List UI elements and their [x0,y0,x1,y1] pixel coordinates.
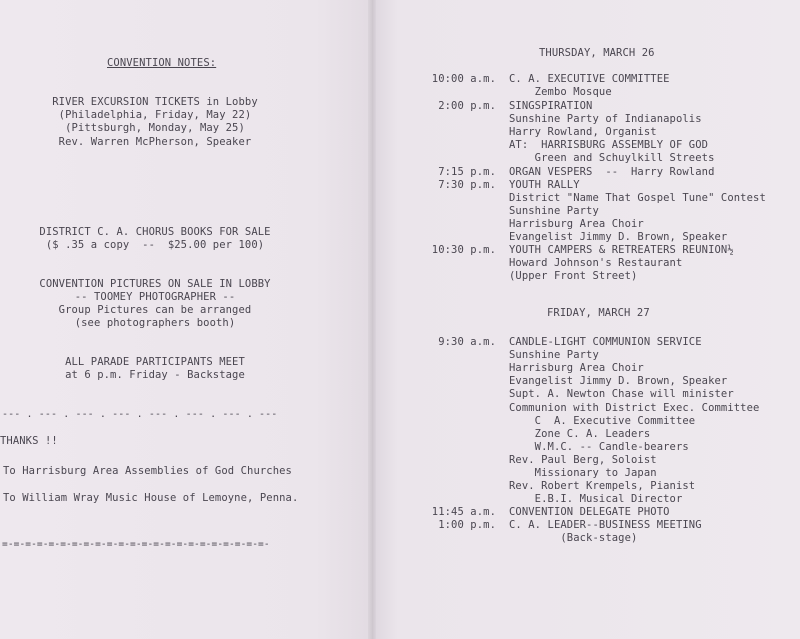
left-page [0,0,372,639]
schedule-event-title: C. A. LEADER--BUSINESS MEETING [509,519,702,531]
schedule-event-detail: (Upper Front Street) [509,270,638,283]
right-page [372,0,800,639]
friday-heading: FRIDAY, MARCH 27 [547,307,650,319]
pictures-line-2: -- TOOMEY PHOTOGRAPHER -- [74,291,236,303]
page-gutter [368,0,376,639]
schedule-event-detail: Zembo Mosque [509,86,612,99]
schedule-event-detail: Evangelist Jimmy D. Brown, Speaker [509,375,728,388]
schedule-event-detail: (Back-stage) [509,532,638,545]
schedule-event-title: C. A. EXECUTIVE COMMITTEE [509,73,670,85]
schedule-event-detail: Supt. A. Newton Chase will minister [509,388,734,401]
schedule-event-title: ORGAN VESPERS -- Harry Rowland [509,166,715,178]
schedule-event-detail: Harry Rowland, Organist [509,126,657,139]
schedule-event-detail: Sunshine Party [509,349,599,362]
schedule-event-detail: Harrisburg Area Choir [509,218,644,231]
divider-equals: =-=-=-=-=-=-=-=-=-=-=-=-=-=-=-=-=-=-=-=-=-=-=- [2,539,270,550]
thanks-item-1: To Harrisburg Area Assemblies of God Churches [3,465,292,477]
excursion-line-1: RIVER EXCURSION TICKETS in Lobby [52,96,258,108]
pictures-line-4: (see photographers booth) [74,317,236,329]
schedule-event-detail: Rev. Robert Krempels, Pianist [509,480,696,493]
schedule-event-detail: Missionary to Japan [509,467,657,479]
thursday-heading: THURSDAY, MARCH 26 [539,47,655,59]
schedule-event-detail: AT: HARRISBURG ASSEMBLY OF GOD [509,139,709,152]
thanks-item-2: To William Wray Music House of Lemoyne, Penna. [3,492,299,504]
parade-line-2: at 6 p.m. Friday - Backstage [65,369,245,381]
schedule-time: 10:00 a.m. [431,73,496,85]
schedule-event-title: SINGSPIRATION [509,100,593,112]
pictures-line-3: Group Pictures can be arranged [58,304,252,316]
schedule-event-detail: Rev. Paul Berg, Soloist [509,453,657,466]
schedule-event-title: CANDLE-LIGHT COMMUNION SERVICE [509,336,702,348]
chorus-line-2: ($ .35 a copy -- $25.00 per 100) [45,239,265,251]
schedule-event-detail: Sunshine Party of Indianapolis [509,113,702,126]
schedule-time: 2:00 p.m. [438,100,496,112]
schedule-event-detail: E.B.I. Musical Director [509,493,683,506]
schedule-event-detail: W.M.C. -- Candle-bearers [509,440,689,453]
schedule-event-detail: Green and Schuylkill Streets [509,152,715,165]
schedule-event-title: CONVENTION DELEGATE PHOTO [509,506,670,518]
chorus-line-1: DISTRICT C. A. CHORUS BOOKS FOR SALE [39,226,271,238]
schedule-event-detail: C A. Executive Committee [509,414,696,427]
schedule-event-detail: Communion with District Exec. Committee [509,401,760,414]
thanks-heading: THANKS !! [0,435,58,447]
excursion-line-2: (Philadelphia, Friday, May 22) [58,109,252,121]
schedule-event-detail: Howard Johnson's Restaurant [509,257,683,270]
schedule-time: 11:45 a.m. [431,506,496,518]
schedule-event-detail: District "Name That Gospel Tune" Contest [509,192,766,205]
schedule-time: 1:00 p.m. [438,519,496,531]
parade-line-1: ALL PARADE PARTICIPANTS MEET [65,356,245,368]
excursion-line-4: Rev. Warren McPherson, Speaker [58,136,252,148]
schedule-event-detail: Sunshine Party [509,205,599,218]
excursion-line-3: (Pittsburgh, Monday, May 25) [65,122,245,134]
pictures-line-1: CONVENTION PICTURES ON SALE IN LOBBY [39,278,271,290]
schedule-event-detail: Evangelist Jimmy D. Brown, Speaker [509,231,728,244]
divider-dashed: --- . --- . --- . --- . --- . --- . --- . --- [2,409,278,420]
schedule-event-title: YOUTH RALLY [509,179,580,191]
schedule-time: 10:30 p.m. [431,244,496,256]
schedule-time: 7:30 p.m. [438,179,496,191]
notes-title: CONVENTION NOTES: [107,57,217,69]
schedule-event-detail: Harrisburg Area Choir [509,362,644,375]
schedule-event-detail: Zone C. A. Leaders [509,427,651,440]
schedule-time: 7:15 p.m. [438,166,496,178]
schedule-time: 9:30 a.m. [438,336,496,348]
schedule-event-title: YOUTH CAMPERS & RETREATERS REUNION½ [509,244,734,256]
